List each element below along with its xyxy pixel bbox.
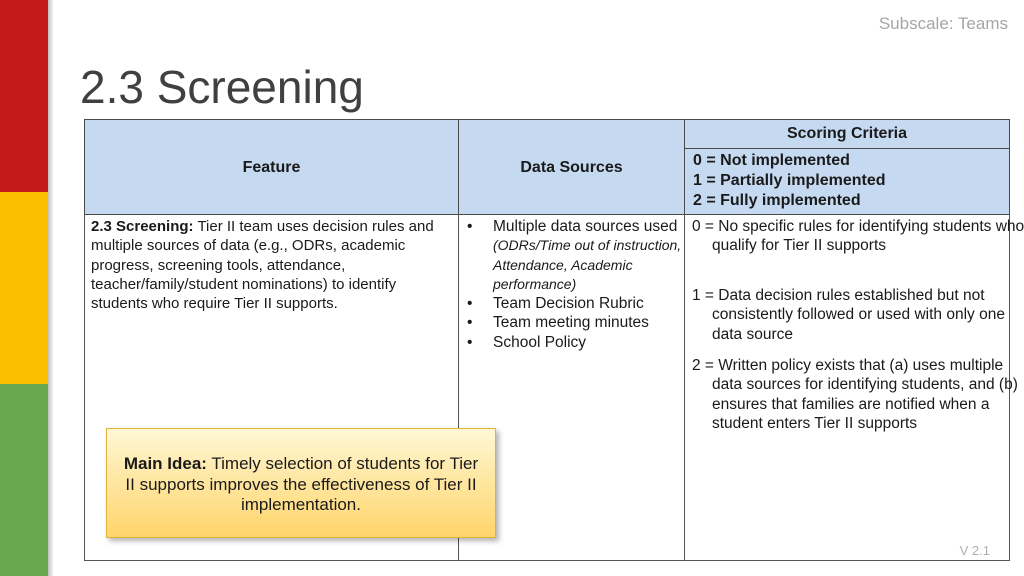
strip-shadow [48,0,54,576]
subscale-label: Subscale: Teams [878,14,1008,33]
score-level-2: 2 = Fully implemented [693,192,861,209]
header-data-sources [458,119,685,215]
feature-description [91,217,451,313]
feature-label: 2.3 Screening: [91,218,194,235]
strip-green [0,384,48,576]
header-feature [84,119,459,215]
header-feature-label: Feature [242,159,301,176]
list-item: • School Policy [459,333,684,352]
list-item: • Team meeting minutes [459,313,684,332]
header-scoring-criteria [684,119,1010,149]
criterion-0: 0 = No specific rules for identifying students who qualify for Tier II supports [692,218,1024,255]
slide-title: 2.3 Screening [80,61,364,113]
feature-text: Tier II team uses decision rules and multiple sources of data (e.g., ODRs, academic progress, screening tools, attendance, teacher/family/student nominations) to identify students who require Tier II supports. [91,218,434,313]
left-color-strip [0,0,48,576]
main-idea-callout [106,428,496,538]
list-item: • Team Decision Rubric [459,294,684,313]
main-idea-text: Timely selection of students for Tier II supports improves the effectiveness of Tier II implementation. [125,454,479,514]
data-sources-list [459,217,684,352]
version-label: V 2.1 [959,543,990,558]
header-data-sources-label: Data Sources [520,159,623,176]
score-level-0: 0 = Not implemented [693,152,850,169]
header-score-levels [684,148,1010,215]
header-scoring-criteria-label: Scoring Criteria [786,125,908,142]
list-item: • Multiple data sources used (ODRs/Time out of instruction, Attendance, Academic performance) [459,217,684,294]
scoring-criteria-cell [684,214,1024,561]
score-level-1: 1 = Partially implemented [693,172,886,189]
data-source-note: (ODRs/Time out of instruction, Attendance, Academic performance) [493,237,682,292]
criterion-2: 2 = Written policy exists that (a) uses multiple data sources for identifying students, and (b) ensures that families are notified when a student enters Tier II supports [692,357,1018,432]
strip-red [0,0,48,192]
strip-yellow [0,192,48,384]
main-idea-label: Main Idea: [123,454,207,473]
criterion-1: 1 = Data decision rules established but not consistently followed or used with only one data source [692,287,1005,343]
